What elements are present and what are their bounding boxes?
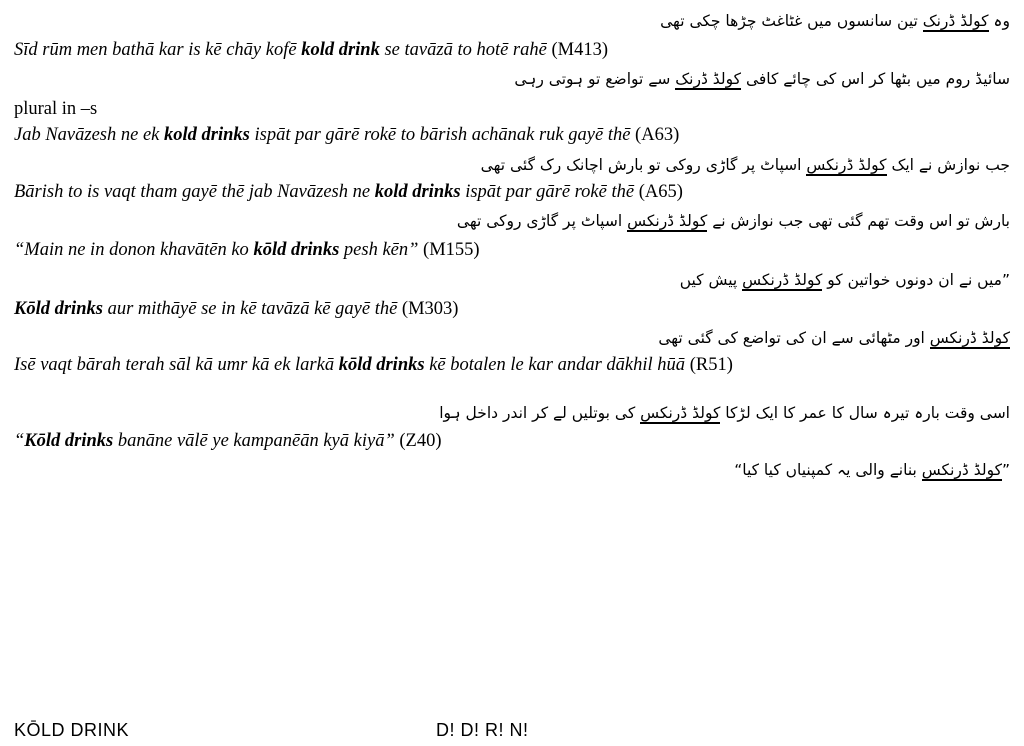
underlined-term: کولڈ ڈرنکس [627,212,708,230]
transliteration-text: “ [14,431,25,451]
underlined-term: کولڈ ڈرنکس [921,461,1002,479]
transliteration-line [14,39,1010,61]
underlined-term: کولڈ ڈرنکس [806,156,887,174]
urdu-text: اور مٹھائی سے ان کی تواضع کی گئی تھی [658,329,930,347]
urdu-text: اسی وقت بارہ تیرہ سال کا عمر کا ایک لڑکا [720,404,1010,422]
underlined-term: کولڈ ڈرنک [922,12,989,30]
urdu-line [14,459,1010,481]
source-code: (M155) [423,240,480,260]
underlined-term: کولڈ ڈرنک [675,70,742,88]
urdu-text: کی بوتلیں لے کر اندر داخل ہوا [439,404,641,422]
transliteration-line [14,298,1010,320]
transliteration-text: se tavāzā to hotē rahē [379,40,552,60]
urdu-text: اسپاٹ پر گاڑی روکی تو بارش اچانک رک گئی تھی [480,156,807,174]
urdu-line [14,68,1010,90]
urdu-text: سے تواضع تو ہوتی رہی [514,70,676,88]
transliteration-text: aur mithāyē se in kē tavāzā kē gayē thē [102,299,402,319]
urdu-text: پیش کیں [679,271,743,289]
bold-term: kold drinks [164,125,250,145]
transliteration-line [14,354,1010,377]
urdu-text: بنانے والی یہ کمپنیاں کیا کیا“ [734,461,922,479]
urdu-line [14,269,1010,291]
bold-term: kold drinks [374,182,461,202]
section-label [14,98,1010,120]
underlined-term: کولڈ ڈرنکس [640,404,721,422]
footer-label-letters: D! D! R! N! [436,720,529,740]
bold-term: Kōld drinks [24,431,114,451]
transliteration-text: ispāt par gārē rokē to bārish achānak ruk gayē thē [249,125,636,145]
urdu-line [14,327,1010,349]
urdu-text: تین سانسوں میں غٹاغٹ چڑھا چکی تھی [660,12,923,30]
urdu-line [14,402,1010,424]
underlined-term: کولڈ ڈرنکس [742,271,823,289]
bold-term: kōld drinks [338,355,425,375]
underlined-term: کولڈ ڈرنکس [929,329,1010,347]
transliteration-text: Bārish to is vaqt tham gayē thē jab Navāzesh ne [14,182,375,202]
transliteration-line [14,239,1010,261]
urdu-text: ”میں نے ان دونوں خواتین کو [822,271,1010,289]
source-code: (A65) [638,182,683,202]
bold-term: Kōld drinks [14,299,103,319]
urdu-text: جب نوازش نے ایک [886,156,1010,174]
transliteration-text: banāne vālē ye kampanēān kyā kiyā” [113,431,400,451]
urdu-text: سائیڈ روم میں بٹھا کر اس کی چائے کافی [741,70,1010,88]
urdu-line [14,154,1010,176]
urdu-text: ” [1001,461,1010,479]
transliteration-line [14,124,1010,146]
transliteration-text: pesh kēn” [339,240,424,260]
transliteration-text: Jab Navāzesh ne ek [14,125,165,145]
transliteration-text: Isē vaqt bārah terah sāl kā umr kā ek larkā [14,355,339,375]
transliteration-line [14,181,1010,203]
transliteration-line [14,430,1010,452]
urdu-text: وہ [988,12,1010,30]
bold-term: kōld drinks [253,240,340,260]
transliteration-text: kē botalen le kar andar dākhil hūā [424,355,690,375]
footer-label-kold-drink: KŌLD DRINK [14,720,130,740]
urdu-line [14,210,1010,232]
source-code: (A63) [635,125,680,145]
source-code: (Z40) [399,431,442,451]
urdu-text: اسپاٹ پر گاڑی روکی تھی [456,212,628,230]
bold-term: kold drink [301,40,380,60]
transliteration-text: Sīd rūm men bathā kar is kē chāy kofē [14,40,302,60]
source-code: (M413) [551,40,609,60]
plain-text: plural in –s [14,99,98,119]
transliteration-text: “Main ne in donon khavātēn ko [14,240,254,260]
source-code: (R51) [689,355,733,375]
source-code: (M303) [401,299,459,319]
transliteration-text: ispāt par gārē rokē thē [460,182,639,202]
urdu-text: بارش تو اس وقت تھم گئی تھی جب نوازش نے [707,212,1010,230]
urdu-line [14,10,1010,32]
